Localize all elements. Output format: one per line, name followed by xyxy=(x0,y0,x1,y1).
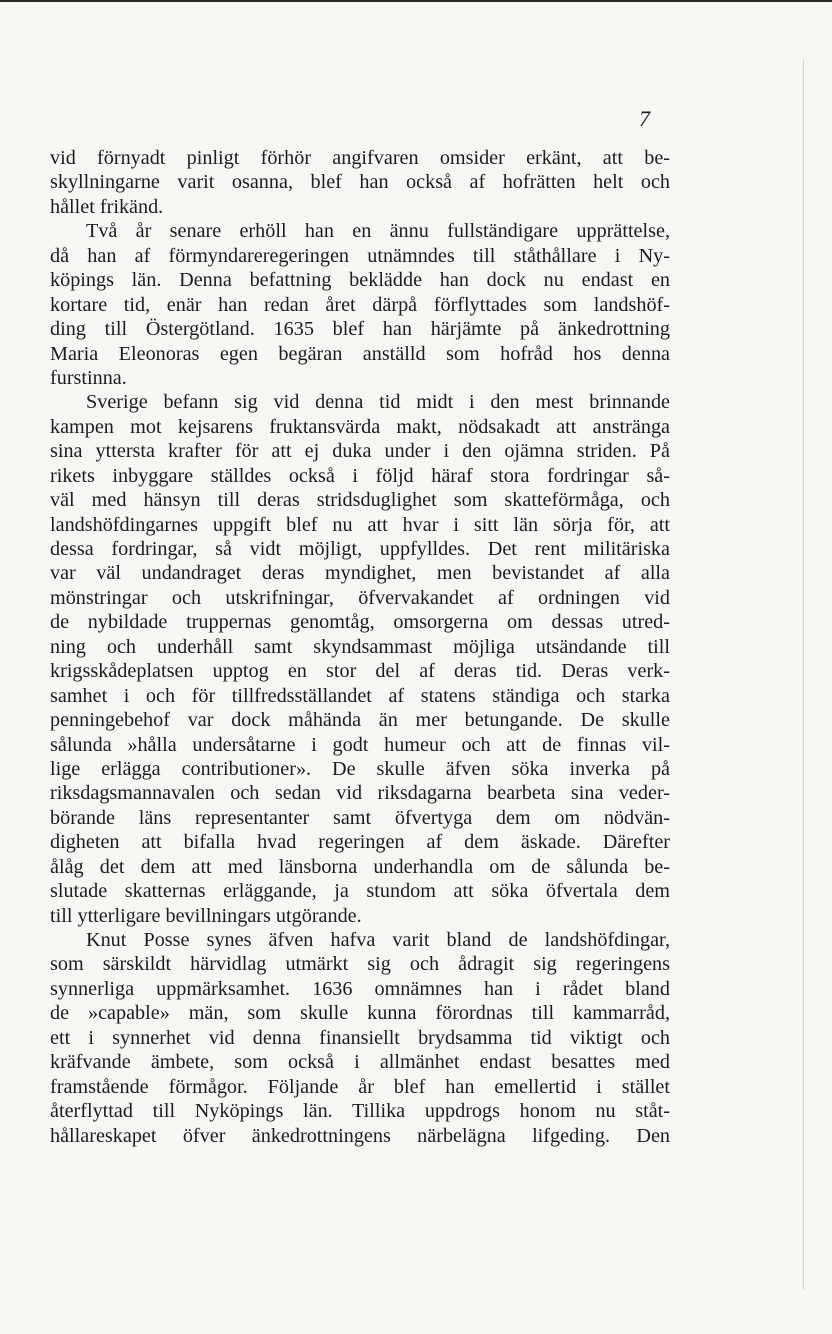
text-line: då han af förmyndareregeringen utnämndes till ståthållare i Ny- xyxy=(50,244,670,267)
page-number: 7 xyxy=(639,106,650,131)
text-line: digheten att bifalla hvad regeringen af dem äskade. Därefter xyxy=(50,831,670,854)
text-line: Sverige befann sig vid denna tid midt i den mest brinnande xyxy=(86,391,670,414)
text-line: ett i synnerhet vid denna finansiellt brydsamma tid viktigt och xyxy=(50,1026,670,1049)
text-line: återflyttad till Nyköpings län. Tillika uppdrogs honom nu ståt- xyxy=(50,1100,670,1123)
body-text xyxy=(50,146,670,1148)
text-line: penningebehof var dock måhända än mer betungande. De skulle xyxy=(50,709,670,732)
text-line: väl med hänsyn till deras stridsduglighet som skatteförmåga, och xyxy=(50,489,670,512)
text-line: Maria Eleonoras egen begäran anställd som hofråd hos denna xyxy=(50,342,670,365)
text-line: ding till Östergötland. 1635 blef han härjämte på änkedrottning xyxy=(50,318,670,341)
text-line: de »capable» män, som skulle kunna förordnas till kammarråd, xyxy=(50,1002,670,1025)
text-line: synnerliga uppmärksamhet. 1636 omnämnes han i rådet bland xyxy=(50,977,670,1000)
text-line: kortare tid, enär han redan året därpå förflyttades som landshöf- xyxy=(50,293,670,316)
text-line: de nybildade truppernas genomtåg, omsorgerna om dessas utred- xyxy=(50,611,670,634)
text-line: kampen mot kejsarens fruktansvärda makt, nödsakadt att anstränga xyxy=(50,415,670,438)
text-line: samhet i och för tillfredsställandet af statens ständiga och starka xyxy=(50,684,670,707)
text-line: rikets inbyggare ställdes också i följd häraf stora fordringar så- xyxy=(50,464,670,487)
text-line: riksdagsmannavalen och sedan vid riksdagarna bearbeta sina veder- xyxy=(50,782,670,805)
text-line: ålåg det dem att med länsborna underhandla om de sålunda be- xyxy=(50,855,670,878)
text-line: Knut Posse synes äfven hafva varit bland de landshöfdingar, xyxy=(86,929,670,951)
text-line: lige erlägga contributioner». De skulle äfven söka inverka på xyxy=(50,757,670,780)
text-line: som särskildt härvidlag utmärkt sig och ådragit sig regeringens xyxy=(50,953,670,976)
paragraph-4 xyxy=(50,928,670,1148)
text-line: krigsskådeplatsen upptog en stor del af deras tid. Deras verk- xyxy=(50,660,670,683)
text-line: till ytterligare bevillningars utgörande. xyxy=(50,904,362,927)
text-line: slutade skatternas erläggande, ja stundom att söka öfvertala dem xyxy=(50,880,670,903)
text-line: köpings län. Denna befattning beklädde han dock nu endast en xyxy=(50,269,670,292)
text-line: mönstringar och utskrifningar, öfvervakandet af ordningen vid xyxy=(50,586,670,609)
text-line: börande läns representanter samt öfvertyga dem om nödvän- xyxy=(50,806,670,829)
page-top-edge xyxy=(0,0,832,2)
text-line: vid förnyadt pinligt förhör angifvaren omsider erkänt, att be- xyxy=(50,147,670,169)
text-line: framstående förmågor. Följande år blef han emellertid i stället xyxy=(50,1075,670,1098)
text-line: dessa fordringar, så vidt möjligt, uppfylldes. Det rent militäriska xyxy=(50,538,670,560)
scan-margin-line xyxy=(803,60,804,1290)
text-line: landshöfdingarnes uppgift blef nu att hvar i sitt län sörja för, att xyxy=(50,513,670,536)
text-line: hållet frikänd. xyxy=(50,195,164,218)
text-line: var väl undandraget deras myndighet, men bevistandet af alla xyxy=(50,562,670,585)
text-line: Två år senare erhöll han en ännu fullständigare upprättelse, xyxy=(86,220,670,243)
paragraph-3 xyxy=(50,390,670,928)
text-line: kräfvande ämbete, som också i allmänhet endast besattes med xyxy=(50,1051,670,1074)
text-line: ning och underhåll samt skyndsammast möjliga utsändande till xyxy=(50,635,670,658)
text-line: skyllningarne varit osanna, blef han också af hofrätten helt och xyxy=(50,171,670,194)
text-line: hållareskapet öfver änkedrottningens närbelägna lifgeding. Den xyxy=(50,1124,670,1147)
paragraph-2 xyxy=(50,219,670,390)
text-line: furstinna. xyxy=(50,366,127,389)
text-line: sålunda »hålla undersåtarne i godt humeur och att de finnas vil- xyxy=(50,733,670,756)
paragraph-1 xyxy=(50,146,670,219)
text-line: sina yttersta krafter för att ej duka under i den ojämna striden. På xyxy=(50,440,670,463)
